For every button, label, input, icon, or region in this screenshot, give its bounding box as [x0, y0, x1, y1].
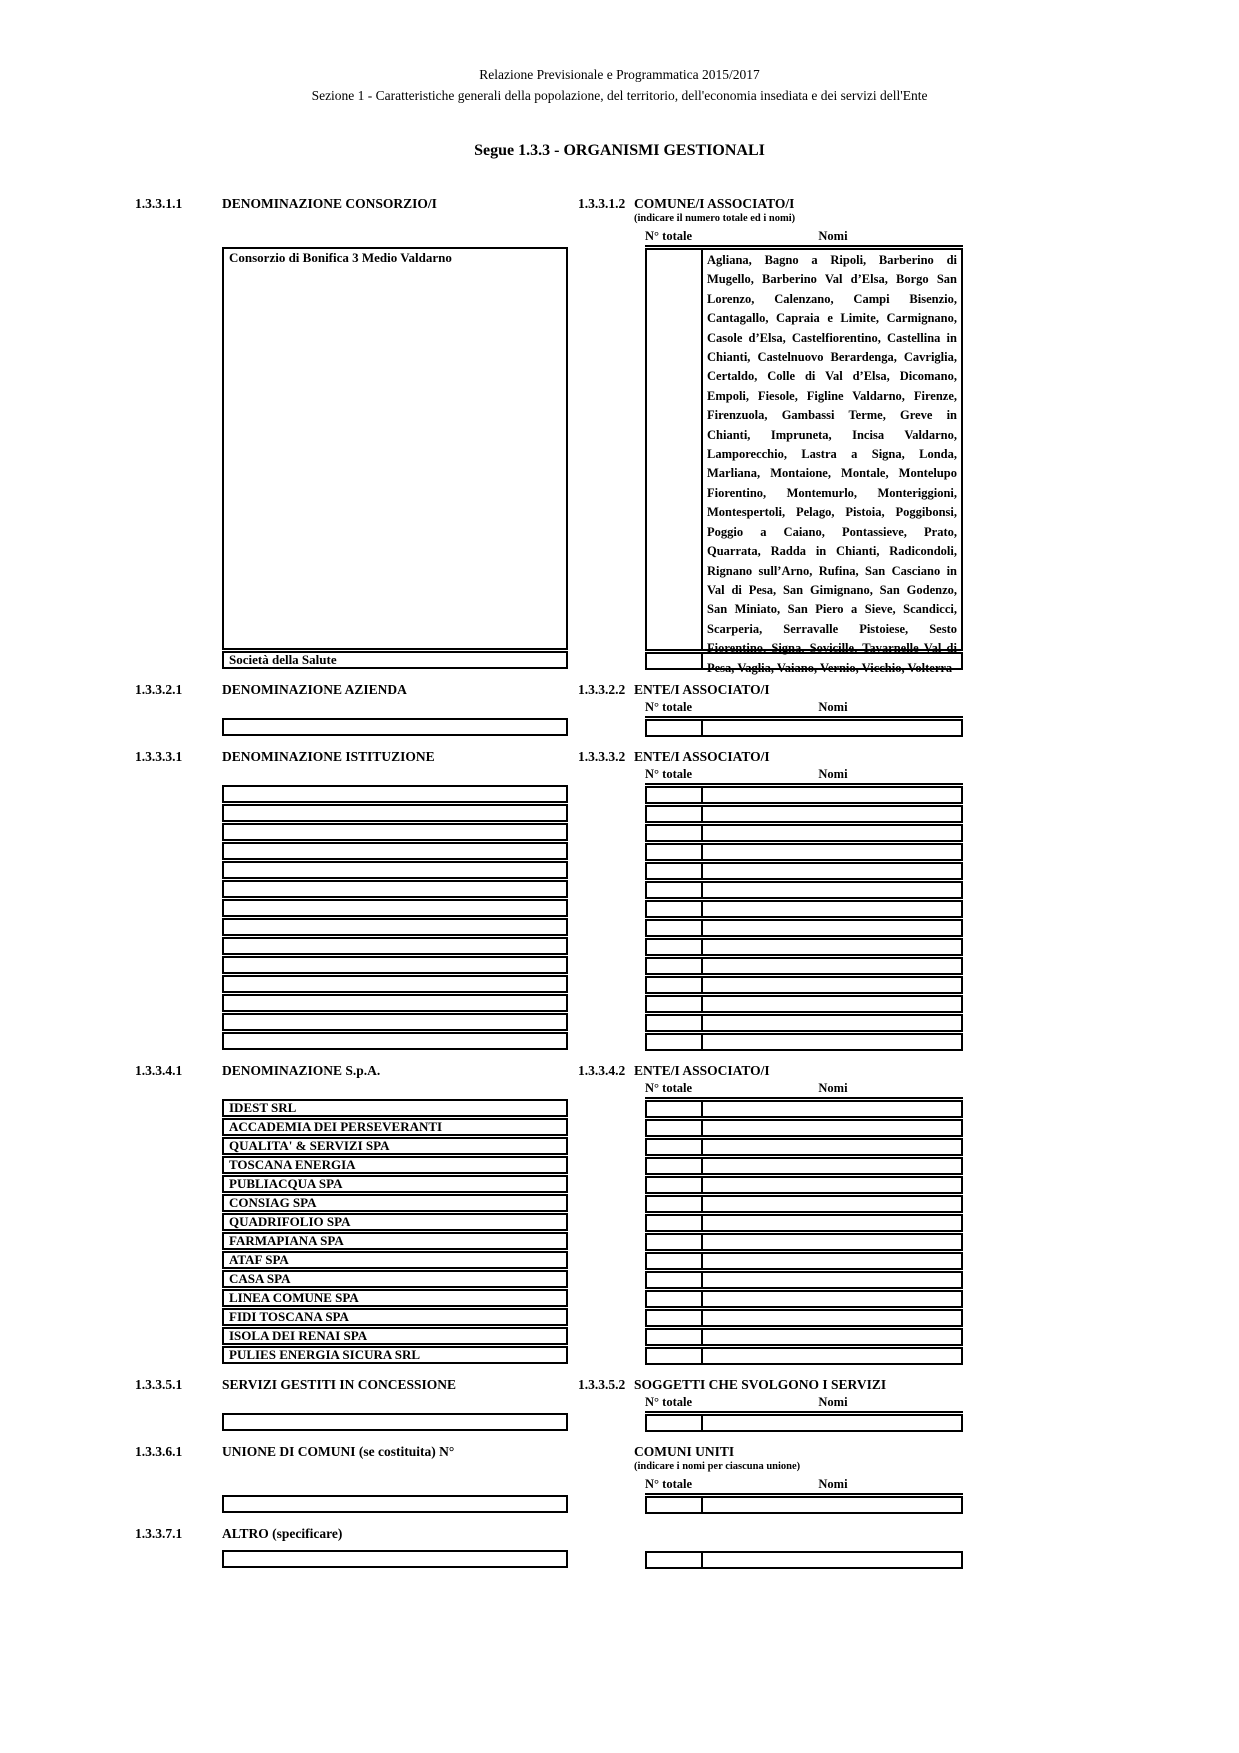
nomi-cell — [703, 1311, 961, 1325]
spa-right-table — [645, 1081, 963, 1365]
nomi-cell — [703, 250, 961, 675]
concessione-right-table — [645, 1395, 963, 1432]
nomi-cell — [703, 1254, 961, 1268]
table-row — [645, 1271, 963, 1289]
section-left-title: DENOMINAZIONE ISTITUZIONE — [222, 749, 435, 764]
section-altro-header — [135, 1526, 963, 1542]
n-totale-cell — [647, 1035, 703, 1049]
nomi-cell — [703, 1102, 961, 1116]
spa-company-box: FIDI TOSCANA SPA — [222, 1308, 568, 1326]
spa-company-box: CASA SPA — [222, 1270, 568, 1288]
section-right-title: COMUNI UNITI — [634, 1444, 735, 1459]
n-totale-cell — [647, 864, 703, 878]
section-azienda — [135, 682, 963, 737]
n-totale-cell — [647, 1102, 703, 1116]
n-totale-cell — [647, 902, 703, 916]
unione-box — [222, 1495, 568, 1513]
section-left-title: ALTRO (specificare) — [222, 1526, 343, 1541]
n-totale-cell — [647, 1330, 703, 1344]
table-row — [645, 957, 963, 975]
spa-company-box: LINEA COMUNE SPA — [222, 1289, 568, 1307]
section-spa — [135, 1063, 963, 1365]
section-unione-body — [222, 1477, 963, 1514]
societa-salute-box: Società della Salute — [222, 651, 568, 669]
unione-right-table — [645, 1477, 963, 1514]
table-row — [645, 1347, 963, 1365]
n-totale-cell — [647, 1140, 703, 1154]
table-row — [645, 1414, 963, 1432]
nomi-cell — [703, 864, 961, 878]
nomi-header: Nomi — [818, 229, 848, 243]
n-totale-cell — [647, 654, 703, 668]
n-totale-cell — [647, 250, 703, 649]
section-consorzio — [135, 196, 963, 675]
section-concessione-body — [222, 1395, 963, 1432]
spa-company-box: ACCADEMIA DEI PERSEVERANTI — [222, 1118, 568, 1136]
istituzione-name-box — [222, 899, 568, 917]
n-totale-cell — [647, 1273, 703, 1287]
header-line-1: Relazione Previsionale e Programmatica 2015/2017 — [479, 67, 760, 82]
nomi-header: Nomi — [818, 700, 848, 714]
n-totale-header: N° totale — [645, 700, 692, 714]
nomi-cell — [703, 997, 961, 1011]
n-totale-header: N° totale — [645, 1081, 692, 1095]
nomi-cell — [703, 1292, 961, 1306]
n-totale-cell — [647, 1178, 703, 1192]
nomi-cell — [703, 1349, 961, 1363]
nomi-cell — [703, 1159, 961, 1173]
table-column-headers — [645, 767, 963, 785]
nomi-cell — [703, 1035, 961, 1049]
istituzione-name-box — [222, 918, 568, 936]
table-row — [645, 1328, 963, 1346]
spa-company-box: ISOLA DEI RENAI SPA — [222, 1327, 568, 1345]
n-totale-cell — [647, 721, 703, 735]
spa-right-rows — [645, 1100, 963, 1365]
section-code: 1.3.3.6.1 — [135, 1444, 183, 1459]
table-row — [645, 248, 963, 675]
section-left-title: DENOMINAZIONE S.p.A. — [222, 1063, 381, 1078]
table-row — [645, 1033, 963, 1051]
table-column-headers — [645, 1477, 963, 1495]
section-altro — [135, 1526, 963, 1569]
section-right-code: 1.3.3.1.2 — [578, 196, 626, 211]
section-left-title: UNIONE DI COMUNI (se costituita) N° — [222, 1444, 455, 1459]
table-column-headers — [645, 700, 963, 718]
table-column-headers — [645, 229, 963, 247]
n-totale-cell — [647, 940, 703, 954]
istituzione-name-box — [222, 861, 568, 879]
nomi-cell — [703, 807, 961, 821]
nomi-cell — [703, 1273, 961, 1287]
nomi-cell — [703, 1216, 961, 1230]
section-azienda-header — [135, 682, 963, 698]
section-right-subtitle: (indicare i nomi per ciascuna unione) — [634, 1461, 801, 1472]
table-row — [645, 919, 963, 937]
n-totale-cell — [647, 1159, 703, 1173]
nomi-cell — [703, 1178, 961, 1192]
table-row — [645, 786, 963, 804]
nomi-cell — [703, 1140, 961, 1154]
section-spa-body — [222, 1081, 963, 1365]
azienda-right-table — [645, 700, 963, 737]
n-totale-cell — [647, 1292, 703, 1306]
table-row — [645, 1290, 963, 1308]
n-totale-cell — [647, 1349, 703, 1363]
table-column-headers — [645, 1081, 963, 1099]
istituzione-name-box — [222, 994, 568, 1012]
spa-company-box: IDEST SRL — [222, 1099, 568, 1117]
table-row — [645, 1309, 963, 1327]
nomi-header: Nomi — [818, 1477, 848, 1491]
nomi-cell — [703, 959, 961, 973]
table-row — [645, 652, 963, 670]
table-row — [645, 1100, 963, 1118]
n-totale-cell — [647, 807, 703, 821]
nomi-cell — [703, 921, 961, 935]
section-right-code: 1.3.3.2.2 — [578, 682, 626, 697]
table-row — [645, 1496, 963, 1514]
nomi-cell — [703, 978, 961, 992]
istituzione-name-box — [222, 1013, 568, 1031]
spa-company-box: QUADRIFOLIO SPA — [222, 1213, 568, 1231]
section-right-code: 1.3.3.5.2 — [578, 1377, 626, 1392]
table-row — [645, 1252, 963, 1270]
table-row — [645, 1214, 963, 1232]
table-row — [645, 1014, 963, 1032]
section-istituzione-body — [222, 767, 963, 1051]
n-totale-cell — [647, 959, 703, 973]
nomi-cell — [703, 721, 961, 735]
table-row — [645, 1119, 963, 1137]
section-left-title: SERVIZI GESTITI IN CONCESSIONE — [222, 1377, 456, 1392]
table-row — [645, 1157, 963, 1175]
n-totale-cell — [647, 1016, 703, 1030]
nomi-cell — [703, 1416, 961, 1430]
section-right-title: COMUNE/I ASSOCIATO/I — [634, 196, 795, 211]
nomi-cell — [703, 1016, 961, 1030]
n-totale-header: N° totale — [645, 767, 692, 781]
istituzione-name-box — [222, 975, 568, 993]
istituzione-rows — [222, 785, 568, 1050]
table-row — [645, 843, 963, 861]
section-concessione-header — [135, 1377, 963, 1393]
section-right-title: ENTE/I ASSOCIATO/I — [634, 749, 770, 764]
section-right-title: ENTE/I ASSOCIATO/I — [634, 1063, 770, 1078]
spa-company-box: PUBLIACQUA SPA — [222, 1175, 568, 1193]
section-concessione — [135, 1377, 963, 1432]
nomi-cell — [703, 1498, 961, 1512]
table-row — [645, 719, 963, 737]
istituzione-name-box — [222, 804, 568, 822]
spa-company-box: QUALITA' & SERVIZI SPA — [222, 1137, 568, 1155]
table-row — [645, 1138, 963, 1156]
section-altro-body — [222, 1550, 963, 1569]
nomi-header: Nomi — [818, 767, 848, 781]
table-row — [645, 1176, 963, 1194]
table-row — [645, 1551, 963, 1569]
nomi-cell — [703, 826, 961, 840]
section-unione-header — [135, 1444, 963, 1473]
concessione-box — [222, 1413, 568, 1431]
n-totale-cell — [647, 921, 703, 935]
n-totale-cell — [647, 845, 703, 859]
table-row — [645, 881, 963, 899]
nomi-cell — [703, 1197, 961, 1211]
istituzione-name-box — [222, 937, 568, 955]
table-row — [645, 938, 963, 956]
section-consorzio-body — [222, 229, 963, 675]
istituzione-name-box — [222, 785, 568, 803]
spa-company-box: CONSIAG SPA — [222, 1194, 568, 1212]
page-title: Segue 1.3.3 - ORGANISMI GESTIONALI — [474, 142, 765, 159]
n-totale-cell — [647, 788, 703, 802]
spa-rows — [222, 1099, 568, 1364]
nomi-cell — [703, 788, 961, 802]
section-right-code: 1.3.3.3.2 — [578, 749, 626, 764]
spa-company-box: PULIES ENERGIA SICURA SRL — [222, 1346, 568, 1364]
altro-right-table — [645, 1550, 963, 1569]
table-row — [645, 900, 963, 918]
istituzione-name-box — [222, 880, 568, 898]
table-row — [645, 1233, 963, 1251]
n-totale-cell — [647, 978, 703, 992]
section-code: 1.3.3.2.1 — [135, 682, 183, 697]
n-totale-cell — [647, 826, 703, 840]
table-column-headers — [645, 1395, 963, 1413]
istituzione-right-table — [645, 767, 963, 1051]
spa-company-box: FARMAPIANA SPA — [222, 1232, 568, 1250]
table-row — [645, 805, 963, 823]
table-row — [645, 1195, 963, 1213]
section-right-subtitle: (indicare il numero totale ed i nomi) — [634, 213, 796, 224]
n-totale-cell — [647, 1197, 703, 1211]
nomi-header: Nomi — [818, 1395, 848, 1409]
n-totale-cell — [647, 1216, 703, 1230]
nomi-cell — [703, 902, 961, 916]
istituzione-name-box — [222, 956, 568, 974]
n-totale-cell — [647, 1254, 703, 1268]
nomi-cell — [703, 1235, 961, 1249]
n-totale-header: N° totale — [645, 229, 692, 243]
istituzione-name-box — [222, 842, 568, 860]
n-totale-header: N° totale — [645, 1477, 692, 1491]
section-left-title: DENOMINAZIONE CONSORZIO/I — [222, 196, 437, 211]
nomi-cell — [703, 940, 961, 954]
nomi-cell — [703, 1330, 961, 1344]
section-azienda-body — [222, 700, 963, 737]
consorzio-right-table — [645, 229, 963, 675]
spa-company-box: ATAF SPA — [222, 1251, 568, 1269]
section-spa-header — [135, 1063, 963, 1079]
section-consorzio-header — [135, 196, 963, 225]
table-row — [645, 862, 963, 880]
section-unione — [135, 1444, 963, 1514]
consorzio-name-box: Consorzio di Bonifica 3 Medio Valdarno — [222, 247, 568, 650]
n-totale-cell — [647, 1553, 703, 1567]
istituzione-name-box — [222, 1032, 568, 1050]
n-totale-cell — [647, 1416, 703, 1430]
section-right-title: ENTE/I ASSOCIATO/I — [634, 682, 770, 697]
section-code: 1.3.3.1.1 — [135, 196, 183, 211]
document-header — [0, 0, 1239, 106]
spa-company-box: TOSCANA ENERGIA — [222, 1156, 568, 1174]
n-totale-cell — [647, 997, 703, 1011]
azienda-name-box — [222, 718, 568, 736]
n-totale-cell — [647, 1121, 703, 1135]
table-row — [645, 824, 963, 842]
section-istituzione — [135, 749, 963, 1051]
n-totale-cell — [647, 1498, 703, 1512]
nomi-cell — [703, 1121, 961, 1135]
nomi-cell — [703, 845, 961, 859]
section-code: 1.3.3.3.1 — [135, 749, 183, 764]
section-left-title: DENOMINAZIONE AZIENDA — [222, 682, 407, 697]
n-totale-cell — [647, 1235, 703, 1249]
table-row — [645, 976, 963, 994]
comuni-associati-list: Agliana, Bagno a Ripoli, Barberino di Mugello, Barberino Val d’Elsa, Borgo San Lorenzo, Calenzano, Campi Bisenzio, Cantagallo, Capraia e Limite, Carmignano, Casole d’Elsa, Castelfiorentino, Castellina in Chianti, Castelnuovo Berardenga, Cavriglia, Certaldo, Colle di Val d’Elsa, Dicomano, Empoli, Fiesole, Figline Valdarno, Firenze, Firenzuola, Gambassi Terme, Greve in Chianti, Impruneta, Incisa Valdarno, Lamporecchio, Lastra a Signa, Londa, Marliana, Montaione, Montale, Montelupo Fiorentino, Montemurlo, Monteriggioni, Montespertoli, Pelago, Pistoia, Poggibonsi, Poggio a Caiano, Pontassieve, Prato, Quarrata, Radda in Chianti, Radicondoli, Rignano sull’Arno, Rufina, San Casciano in Val di Pesa, San Gimignano, San Godenzo, San Miniato, San Piero a Sieve, Scandicci, Scarperia, Serravalle Pistoiese, Sesto Fiorentino, Signa, Sovicille, Tavarnelle Val di Pesa, Vaglia, Vaiano, Vernio, Vicchio, Volterra — [707, 253, 957, 675]
nomi-cell — [703, 883, 961, 897]
table-row — [645, 995, 963, 1013]
n-totale-cell — [647, 1311, 703, 1325]
istituzione-right-rows — [645, 786, 963, 1051]
section-istituzione-header — [135, 749, 963, 765]
nomi-cell — [703, 654, 961, 668]
n-totale-cell — [647, 883, 703, 897]
section-right-code: 1.3.3.4.2 — [578, 1063, 626, 1078]
section-code: 1.3.3.4.1 — [135, 1063, 183, 1078]
n-totale-header: N° totale — [645, 1395, 692, 1409]
section-code: 1.3.3.7.1 — [135, 1526, 183, 1541]
nomi-cell — [703, 1553, 961, 1567]
header-line-2: Sezione 1 - Caratteristiche generali della popolazione, del territorio, dell'economia insediata e dei servizi dell'Ente — [311, 88, 928, 103]
section-right-title: SOGGETTI CHE SVOLGONO I SERVIZI — [634, 1377, 887, 1392]
istituzione-name-box — [222, 823, 568, 841]
section-code: 1.3.3.5.1 — [135, 1377, 183, 1392]
altro-box — [222, 1550, 568, 1568]
nomi-header: Nomi — [818, 1081, 848, 1095]
